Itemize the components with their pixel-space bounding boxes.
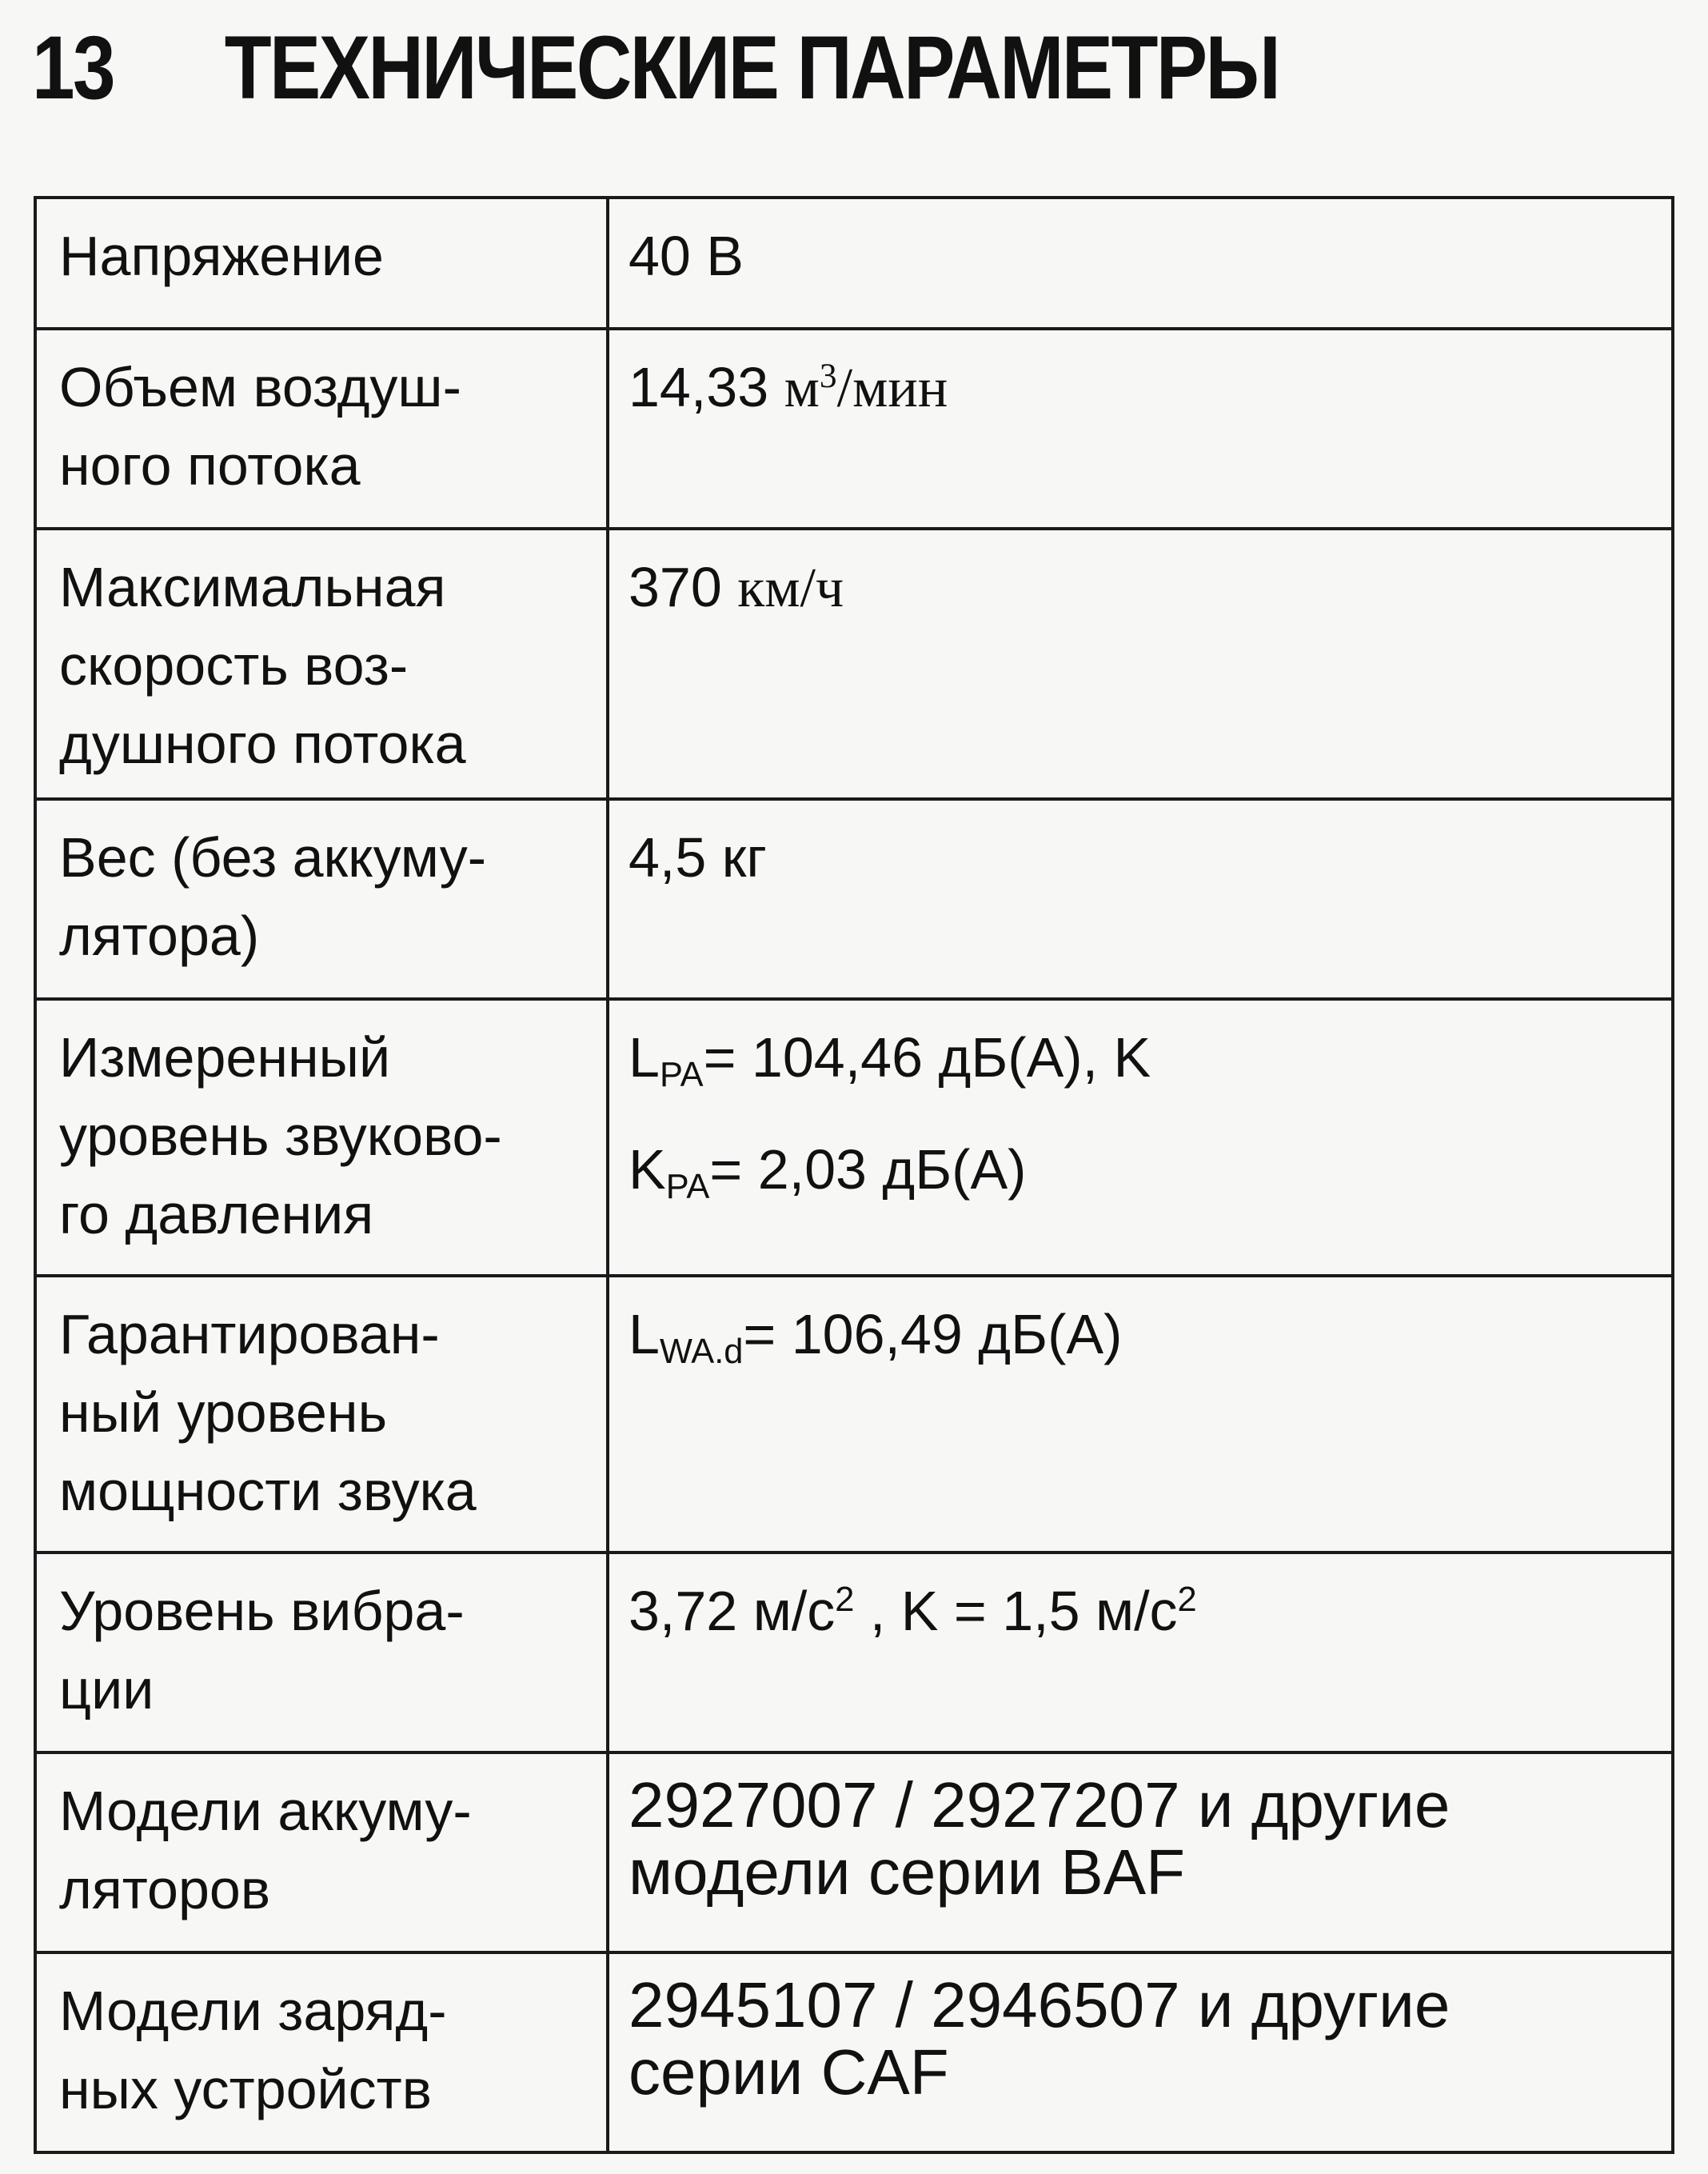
- table-row-weight: [35, 799, 1673, 999]
- table-row-voltage: [35, 198, 1673, 329]
- table-row-airflow-volume: [35, 329, 1673, 529]
- table-row-sound-pressure: [35, 999, 1673, 1276]
- table-row-battery-models: [35, 1752, 1673, 1952]
- row-label: Максимальная скорость воз- душного потока: [35, 529, 608, 799]
- row-value: [608, 999, 1673, 1276]
- row-value: 4,5 кг: [608, 799, 1673, 999]
- row-label: Вес (без аккуму- лятора): [35, 799, 608, 999]
- table-row-charger-models: [35, 1952, 1673, 2152]
- row-label: Модели аккуму- ляторов: [35, 1752, 608, 1952]
- section-number: 13: [32, 18, 114, 118]
- row-value: 370 км/ч: [608, 529, 1673, 799]
- row-label: Модели заряд- ных устройств: [35, 1952, 608, 2152]
- row-label: Измеренный уровень звуково- го давления: [35, 999, 608, 1276]
- lpa-value: $L_{PA}= 104,46$ дБ(А), K: [629, 1026, 1151, 1095]
- row-value: $L_{WA.d}= 106,49$ дБ(А): [608, 1276, 1673, 1553]
- row-label: Напряжение: [35, 198, 608, 329]
- table-row-max-speed: [35, 529, 1673, 799]
- specifications-table: [34, 196, 1674, 2154]
- row-value: 3,72 $м/с^2$ , K = 1,5 $м/с^2$: [608, 1553, 1673, 1752]
- kpa-value: $K_{PA}= 2,03$ дБ(А): [629, 1138, 1027, 1207]
- section-title: ТЕХНИЧЕСКИЕ ПАРАМЕТРЫ: [224, 18, 1279, 118]
- row-label: Уровень вибра- ции: [35, 1553, 608, 1752]
- row-label: Гарантирован- ный уровень мощности звука: [35, 1276, 608, 1553]
- table-row-vibration: [35, 1553, 1673, 1752]
- row-label: Объем воздуш- ного потока: [35, 329, 608, 529]
- table-row-sound-power: [35, 1276, 1673, 1553]
- row-value: 2945107 / 2946507 и другие серии CAF: [608, 1952, 1673, 2152]
- row-value: 2927007 / 2927207 и другие модели серии BAF: [608, 1752, 1673, 1952]
- row-value: 14,33 $м^3$/мин: [608, 329, 1673, 529]
- section-heading: [32, 16, 1279, 119]
- row-value: 40 В: [608, 198, 1673, 329]
